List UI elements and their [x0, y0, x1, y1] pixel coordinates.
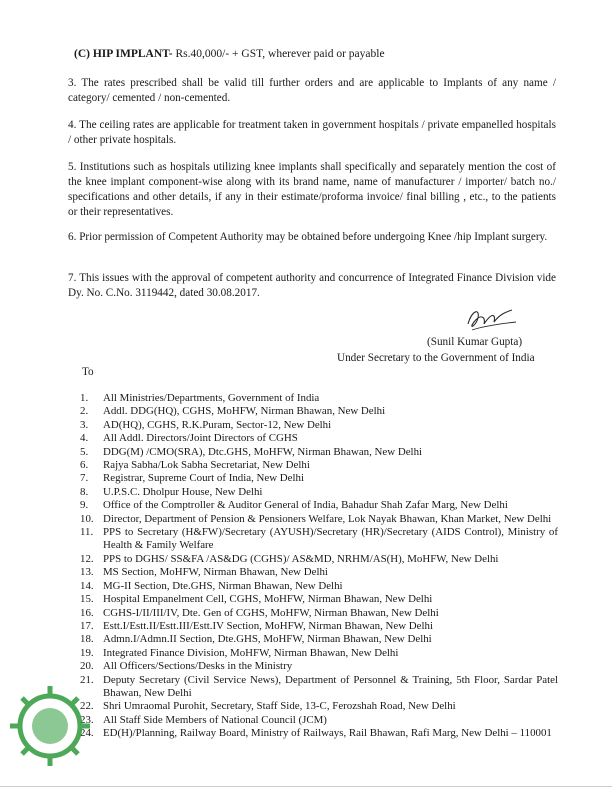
recipient-text: All Staff Side Members of National Council (JCM)	[103, 713, 327, 726]
recipient-item	[74, 459, 558, 472]
recipient-text: Office of the Comptroller & Auditor General of India, Bahadur Shah Zafar Marg, New Delhi	[103, 499, 508, 512]
recipient-text: Director, Department of Pension & Pensioners Welfare, Lok Nayak Bhawan, Khan Market, New Delhi	[103, 512, 552, 525]
hip-implant-label: (C) HIP IMPLANT-	[74, 48, 173, 60]
recipient-number: 8.	[80, 485, 89, 498]
recipient-item	[74, 566, 558, 579]
recipient-item	[74, 714, 558, 727]
recipient-item	[74, 472, 558, 485]
recipient-number: 12.	[80, 552, 94, 565]
recipient-item	[74, 405, 558, 418]
recipient-item	[74, 700, 558, 713]
recipient-item	[74, 419, 558, 432]
recipient-number: 1.	[80, 392, 89, 404]
recipient-item	[74, 674, 558, 701]
recipient-number: 19.	[80, 646, 94, 659]
recipient-item	[74, 392, 558, 405]
recipient-number: 7.	[80, 472, 89, 485]
recipient-text: All Addl. Directors/Joint Directors of CGHS	[103, 432, 298, 445]
recipient-item	[74, 647, 558, 660]
to-label: To	[82, 366, 94, 378]
recipient-number: 18.	[80, 633, 94, 646]
recipient-item	[74, 446, 558, 459]
recipient-list	[74, 392, 558, 741]
hip-implant-rate	[74, 48, 385, 60]
paragraph-4: 4. The ceiling rates are applicable for treatment taken in government hospitals / private empanelled hospitals / other private hospitals.	[68, 119, 556, 146]
recipient-number: 13.	[80, 566, 94, 579]
recipient-item	[74, 553, 558, 566]
recipient-text: PPS to DGHS/ SS&FA /AS&DG (CGHS)/ AS&MD, NRHM/AS(H), MoHFW, New Delhi	[103, 552, 499, 565]
recipient-text: PPS to Secretary (H&FW)/Secretary (AYUSH)/Secretary (HR)/Secretary (AIDS Control), Ministry of Health & Family Welfare	[103, 526, 558, 552]
recipient-number: 15.	[80, 593, 94, 606]
page-edge-rule	[0, 786, 612, 787]
recipient-number: 11.	[80, 526, 94, 539]
recipient-number: 2.	[80, 405, 89, 418]
recipient-item	[74, 593, 558, 606]
paragraph-6: 6. Prior permission of Competent Authority may be obtained before undergoing Knee /hip Implant surgery.	[68, 231, 548, 243]
recipient-number: 4.	[80, 432, 89, 445]
recipient-number: 10.	[80, 512, 94, 525]
recipient-text: MS Section, MoHFW, Nirman Bhawan, New Delhi	[103, 566, 328, 579]
recipient-text: All Officers/Sections/Desks in the Ministry	[103, 660, 293, 673]
recipient-number: 21.	[80, 673, 94, 686]
recipient-text: MG-II Section, Dte.GHS, Nirman Bhawan, New Delhi	[103, 579, 343, 592]
recipient-text: CGHS-I/II/III/IV, Dte. Gen of CGHS, MoHFW, Nirman Bhawan, New Delhi	[103, 606, 439, 619]
recipient-item	[74, 607, 558, 620]
recipient-item	[74, 633, 558, 646]
recipient-item	[74, 499, 558, 512]
recipient-text: U.P.S.C. Dholpur House, New Delhi	[103, 485, 263, 498]
recipient-item	[74, 660, 558, 673]
recipient-item	[74, 526, 558, 553]
recipient-number: 22.	[80, 700, 94, 713]
recipient-text: Rajya Sabha/Lok Sabha Secretariat, New Delhi	[103, 459, 310, 472]
recipient-text: Registrar, Supreme Court of India, New Delhi	[103, 472, 304, 485]
recipient-number: 6.	[80, 459, 89, 472]
recipient-item	[74, 620, 558, 633]
recipient-number: 16.	[80, 606, 94, 619]
recipient-number: 23.	[80, 713, 94, 726]
recipient-number: 14.	[80, 579, 94, 592]
recipient-number: 9.	[80, 499, 89, 512]
recipient-number: 3.	[80, 418, 89, 431]
recipient-text: All Ministries/Departments, Government of India	[103, 392, 320, 404]
signatory-designation: Under Secretary to the Government of India	[337, 352, 535, 364]
recipient-text: Estt.I/Estt.II/Estt.III/Estt.IV Section, MoHFW, Nirman Bhawan, New Delhi	[103, 619, 434, 632]
recipient-text: DDG(M) /CMO(SRA), Dtc.GHS, MoHFW, Nirman Bhawan, New Delhi	[103, 445, 423, 458]
recipient-text: Integrated Finance Division, MoHFW, Nirman Bhawan, New Delhi	[103, 646, 399, 659]
paragraph-5: 5. Institutions such as hospitals utilizing knee implants shall specifically and separately mention the cost of the knee implant component-wise along with its brand name, name of manufacturer / importer/ batch no./ specifications and other details, if any in their estimate/proforma invoice/ final billing , etc., to the patients or their representatives.	[68, 161, 556, 218]
recipient-text: Deputy Secretary (Civil Service News), Department of Personnel & Training, 5th Floor, Sardar Patel Bhawan, New Delhi	[103, 673, 558, 699]
recipient-item	[74, 432, 558, 445]
recipient-number: 17.	[80, 619, 94, 632]
recipient-item	[74, 486, 558, 499]
recipient-text: Shri Umraomal Purohit, Secretary, Staff Side, 13-C, Ferozshah Road, New Delhi	[103, 700, 456, 713]
recipient-text: Admn.I/Admn.II Section, Dte.GHS, MoHFW, Nirman Bhawan, New Delhi	[103, 633, 432, 646]
recipient-item	[74, 513, 558, 526]
paragraph-3: 3. The rates prescribed shall be valid till further orders and are applicable to Implants of any name / category/ cemented / non-cemented.	[68, 77, 556, 104]
gconnect-watermark-logo	[6, 668, 90, 778]
recipient-item	[74, 727, 558, 740]
signatory-name: (Sunil Kumar Gupta)	[427, 336, 523, 348]
recipient-number: 20.	[80, 660, 94, 673]
recipient-text: ED(H)/Planning, Railway Board, Ministry of Railways, Rail Bhawan, Rafi Marg, New Delhi – 110001	[103, 727, 552, 740]
recipient-text: Addl. DDG(HQ), CGHS, MoHFW, Nirman Bhawan, New Delhi	[103, 405, 386, 418]
signature	[462, 302, 520, 336]
recipient-text: AD(HQ), CGHS, R.K.Puram, Sector-12, New Delhi	[103, 418, 332, 431]
recipient-item	[74, 580, 558, 593]
recipient-number: 24.	[80, 727, 94, 740]
hip-implant-rate-text: Rs.40,000/- + GST, wherever paid or payable	[172, 48, 385, 60]
recipient-text: Hospital Empanelment Cell, CGHS, MoHFW, Nirman Bhawan, New Delhi	[103, 593, 433, 606]
recipient-number: 5.	[80, 445, 89, 458]
paragraph-7: 7. This issues with the approval of competent authority and concurrence of Integrated Finance Division vide Dy. No. C.No. 3119442, dated 30.08.2017.	[68, 272, 556, 299]
